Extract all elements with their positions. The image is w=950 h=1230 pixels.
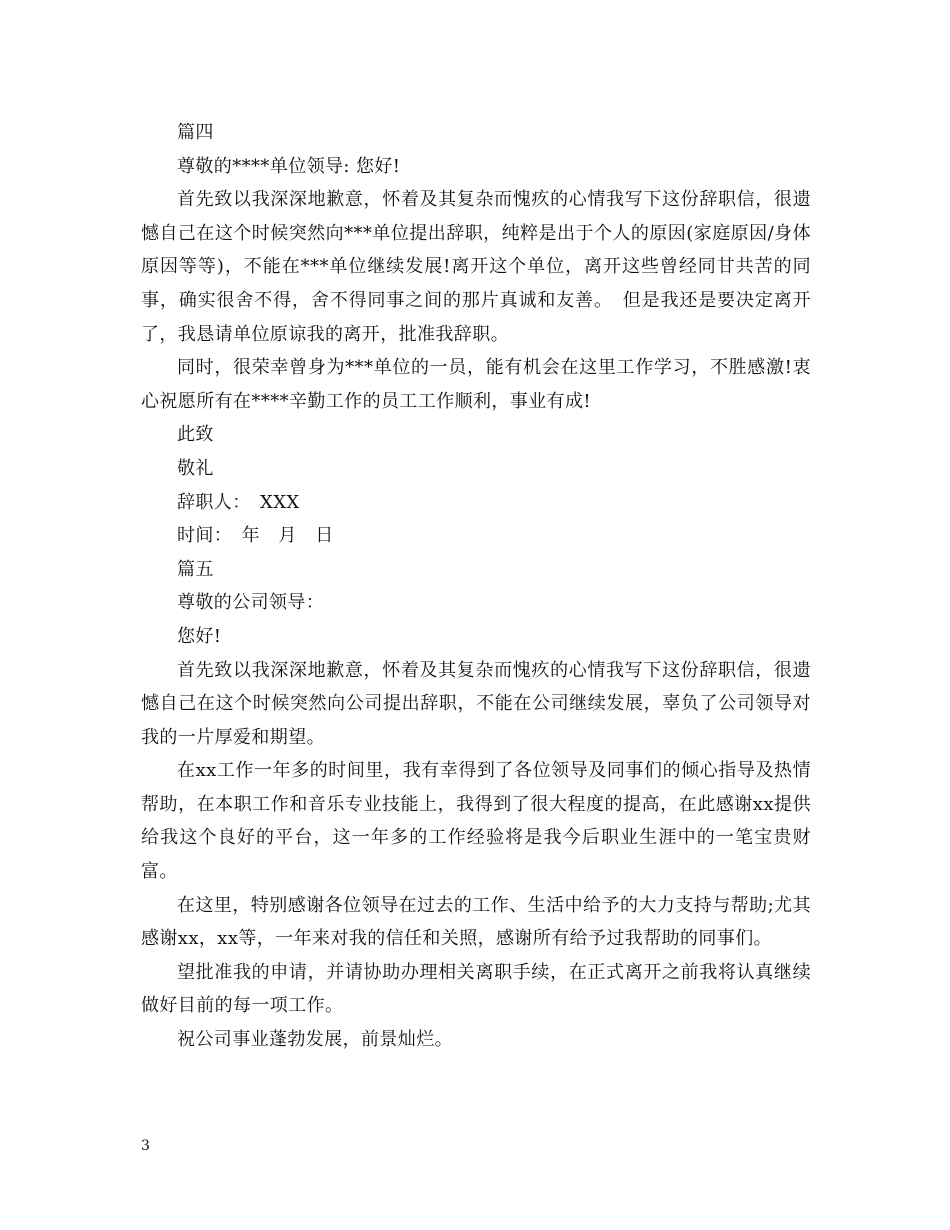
section-heading-5: 篇五 bbox=[177, 558, 214, 580]
closing-line: 此致 bbox=[177, 424, 214, 446]
body-paragraph: 祝公司事业蓬勃发展，前景灿烂。 bbox=[177, 1029, 453, 1051]
salutation-paragraph: 尊敬的****单位领导: 您好! bbox=[177, 155, 401, 177]
body-paragraph: 在xx工作一年多的时间里，我有幸得到了各位领导及同事们的倾心指导及热情帮助，在本职工作和音乐专业技能上，我得到了很大程度的提高，在此感谢xx提供给我这个良好的平台，这一年多的工作经验将是我今后职业生涯中的一笔宝贵财富。 bbox=[141, 760, 811, 883]
closing-line: 敬礼 bbox=[177, 457, 214, 479]
signature-line: 辞职人： XXX bbox=[177, 491, 300, 513]
body-paragraph: 在这里，特别感谢各位领导在过去的工作、生活中给予的大力支持与帮助;尤其感谢xx，xx等，一年来对我的信任和关照，感谢所有给予过我帮助的同事们。 bbox=[141, 894, 811, 950]
page-number: 3 bbox=[141, 1138, 150, 1154]
body-paragraph: 首先致以我深深地歉意，怀着及其复杂而愧疚的心情我写下这份辞职信，很遗憾自己在这个时候突然向公司提出辞职，不能在公司继续发展，辜负了公司领导对我的一片厚爱和期望。 bbox=[141, 659, 811, 748]
body-paragraph: 望批准我的申请，并请协助办理相关离职手续，在正式离开之前我将认真继续做好目前的每一项工作。 bbox=[141, 961, 811, 1017]
body-paragraph: 首先致以我深深地歉意，怀着及其复杂而愧疚的心情我写下这份辞职信，很遗憾自己在这个时候突然向***单位提出辞职，纯粹是出于个人的原因(家庭原因/身体原因等等)，不能在***单位继续发展!离开这个单位，离开这些曾经同甘共苦的同事，确实很舍不得，舍不得同事之间的那片真诚和友善。 但是我还是要决定离开了，我恳请单位原谅我的离开，批准我辞职。 bbox=[141, 189, 811, 345]
date-line: 时间： 年 月 日 bbox=[177, 525, 334, 547]
salutation-paragraph: 尊敬的公司领导： bbox=[177, 592, 325, 614]
greeting-paragraph: 您好! bbox=[177, 625, 222, 647]
body-paragraph: 同时，很荣幸曾身为***单位的一员，能有机会在这里工作学习，不胜感激!衷心祝愿所有在****辛勤工作的员工工作顺利，事业有成! bbox=[141, 357, 811, 412]
document-body bbox=[141, 116, 811, 1057]
section-heading-4: 篇四 bbox=[177, 122, 214, 143]
